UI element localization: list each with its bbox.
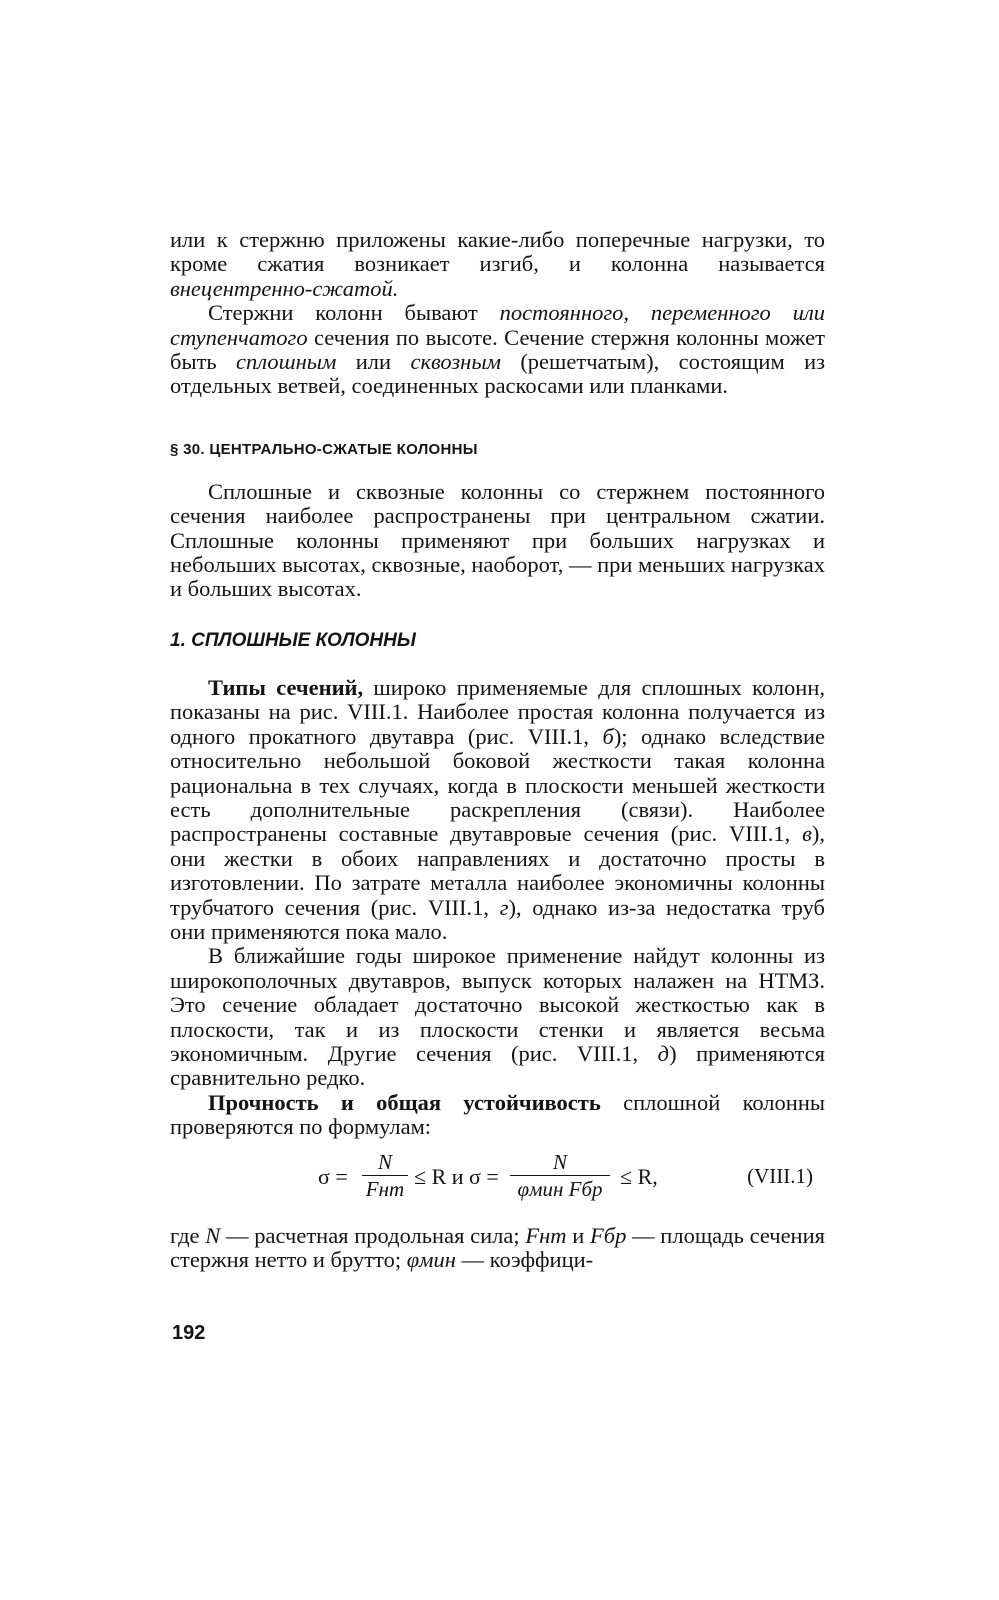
text-run-italic: сквозным bbox=[410, 349, 501, 375]
text-run: широко применяемые для сплошных колонн, показаны на рис. VIII.1. Наиболее простая колонна получается из одного прокатного двутавра (рис. VIII.1, bbox=[170, 674, 825, 749]
section-heading: § 30. ЦЕНТРАЛЬНО-СЖАТЫЕ КОЛОННЫ bbox=[170, 440, 478, 458]
text-run-bold: Типы сечений, bbox=[208, 674, 364, 700]
text-run: (решетчатым), состоящим из отдельных ветвей, соединенных раскосами или планками. bbox=[170, 349, 825, 399]
text-run-italic: г bbox=[499, 894, 509, 920]
text-run: сплошной колонны проверяются по формулам: bbox=[170, 1089, 825, 1140]
fraction-2-denominator: φмин Fбр bbox=[517, 1176, 603, 1201]
text-run-bold: Прочность и общая устойчивость bbox=[208, 1089, 601, 1115]
formula-sigma-1: σ = bbox=[318, 1163, 348, 1189]
formula-relation-2: ≤ R, bbox=[620, 1163, 658, 1189]
text-run: ), однако из-за недостатка труб они применяются пока мало. bbox=[170, 894, 825, 944]
symbol-f-gross: Fбр bbox=[590, 1222, 627, 1248]
paragraph-wide-flange bbox=[170, 944, 825, 1090]
fraction-2 bbox=[510, 1150, 610, 1201]
symbol-f-net: Fнт bbox=[525, 1222, 567, 1248]
text-run: или bbox=[336, 349, 411, 375]
page-body bbox=[170, 228, 825, 1272]
paragraph-section-types bbox=[170, 676, 825, 944]
text-run-italic: сплошным bbox=[236, 349, 337, 375]
fraction-2-numerator: N bbox=[552, 1149, 567, 1174]
fraction-2-bar bbox=[510, 1175, 610, 1176]
text-run: ) применяются сравнительно редко. bbox=[170, 1040, 825, 1091]
symbol-n: N bbox=[205, 1222, 221, 1248]
text-run: — коэффици- bbox=[455, 1247, 594, 1272]
formula-relation-1: ≤ R и σ = bbox=[414, 1163, 499, 1189]
fraction-1-numerator: N bbox=[377, 1149, 392, 1174]
text-run: В ближайшие годы широкое применение найдут колонны из широкополочных двутавров, выпуск которых налажен на НТМЗ. Это сечение обладает достаточно высокой жесткостью как в плоскости, так и из плоскости стенки и является весьма экономичным. Другие сечения (рис. VIII.1, bbox=[170, 943, 825, 1066]
text-run-italic: внецентренно-сжатой. bbox=[170, 275, 399, 301]
text-run: сечения по высоте. Сечение стержня колонны может быть bbox=[170, 324, 825, 375]
paragraph-intro-1 bbox=[170, 228, 825, 301]
text-run-italic: д bbox=[657, 1040, 670, 1066]
text-run: — площадь сечения стержня нетто и брутто; bbox=[170, 1222, 825, 1272]
text-run-italic: в bbox=[802, 821, 812, 847]
text-run: или к стержню приложены какие-либо поперечные нагрузки, то кроме сжатия возникает изгиб, и колонна называется bbox=[170, 227, 825, 277]
paragraph-definitions bbox=[170, 1224, 825, 1273]
text-run: где bbox=[170, 1222, 206, 1248]
section-paragraph: Сплошные и сквозные колонны со стержнем постоянного сечения наиболее распространены при центральном сжатии. Сплошные колонны применяют при больших нагрузках и небольших высотах, сквозные, наоборот, — при меньших нагрузках и больших высотах. bbox=[170, 478, 825, 602]
symbol-phi-min: φмин bbox=[406, 1247, 456, 1272]
paragraph-strength bbox=[170, 1091, 825, 1140]
text-run: — расчетная продольная сила; bbox=[220, 1222, 526, 1248]
text-run: и bbox=[566, 1222, 591, 1248]
text-run-italic: б bbox=[602, 723, 614, 749]
fraction-1-bar bbox=[362, 1175, 408, 1176]
subsection-heading: 1. СПЛОШНЫЕ КОЛОННЫ bbox=[170, 629, 416, 651]
formula-number: (VIII.1) bbox=[747, 1163, 813, 1188]
text-run: Стержни колонн бывают bbox=[208, 300, 500, 326]
text-run: ); однако вследствие относительно небольшой боковой жесткости такая колонна рациональна в тех случаях, когда в плоскости меньшей жесткости есть дополнительные раскрепления (связи). Наиболее распространены составные двутавровые сечения (рис. VIII.1, bbox=[170, 723, 825, 847]
paragraph-intro-2 bbox=[170, 301, 825, 399]
formula-viii-1 bbox=[170, 1146, 825, 1210]
text-run: ), они жестки в обоих направлениях и достаточно просты в изготовлении. По затрате металла наиболее экономичны колонны трубчатого сечения (рис. VIII.1, bbox=[170, 821, 825, 920]
page-number: 192 bbox=[172, 1322, 206, 1344]
text-run-italic: постоянного, переменного или ступенчатого bbox=[170, 300, 826, 350]
fraction-1 bbox=[362, 1150, 408, 1201]
fraction-1-denominator: Fнт bbox=[365, 1176, 405, 1201]
